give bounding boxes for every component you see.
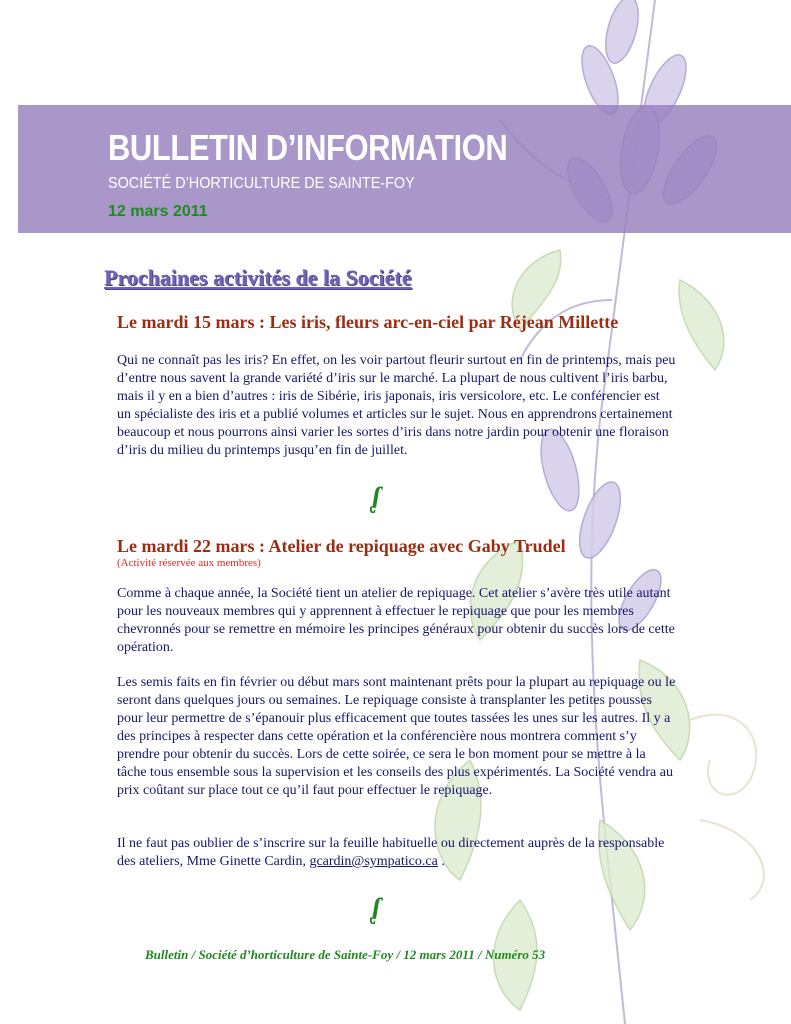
ornament-divider-bottom: ᶘ [371,892,381,925]
society-name: SOCIÉTÉ D’HORTICULTURE DE SAINTE-FOY [108,175,415,192]
bulletin-date: 12 mars 2011 [108,203,208,220]
signup-text: Il ne faut pas oublier de s’inscrire sur la feuille habituelle ou directement auprès de la responsable des ateliers, Mme Ginette Cardin, [117,836,665,869]
signup-end: . [437,854,445,869]
event-description-repiquage: Comme à chaque année, la Société tient un atelier de repiquage. Cet atelier s’avère très utile autant pour les nouveaux membres qui y apprennent à effectuer le repiquage que pour les membres chevronnés pour se remettre en mémoire les principes généraux pour obtenir du succès lors de cette opération. [117,586,675,655]
event-heading-repiquage: Le mardi 22 mars : Atelier de repiquage avec Gaby Trudel [117,536,566,556]
event-heading-iris: Le mardi 15 mars : Les iris, fleurs arc-en-ciel par Réjean Millette [117,312,619,332]
bulletin-title: BULLETIN D’INFORMATION [108,127,508,168]
email-link[interactable]: gcardin@sympatico.ca [309,854,438,869]
section-title: Prochaines activités de la Société [104,265,412,290]
signup-paragraph [117,835,677,871]
members-only-note: (Activité réservée aux membres) [117,557,261,569]
footer-text: Bulletin / Société d’horticulture de Sainte-Foy / 12 mars 2011 / Numéro 53 [145,947,546,962]
ornament-divider: ᶘ [371,481,381,514]
event-details-repiquage: Les semis faits en fin février ou début mars sont maintenant prêts pour la plupart au repiquage ou le seront dans quelques jours ou semaines. Le repiquage consiste à transplanter les petites pousses pour leur permettre de s’épanouir plus efficacement que toutes tassées les unes sur les autres. Il y a des principes à respecter dans cette opération et la conférencière nous montrera comment s’y prendre pour obtenir du succès. Lors de cette soirée, ce sera le bon moment pour se mettre à la tâche tous ensemble sous la supervision et les conseils des plus expérimentés. La Société vendra au prix coûtant sur place tout ce qu’il faut pour effectuer le repiquage. [117,675,676,798]
event-description-iris: Qui ne connaît pas les iris? En effet, on les voir partout fleurir surtout en fin de printemps, mais peu d’entre nous savent la grande variété d’iris sur le marché. La plupart de nous cultivent l’iris barbu, mais il y en a bien d’autres : iris de Sibérie, iris japonais, iris versicolore, etc. Le conférencier est un spécialiste des iris et a publié volumes et articles sur le sujet. Nous en apprendrons certainement beaucoup et nous pourrons ainsi varier les sortes d’iris dans notre jardin pour obtenir une floraison d’iris du milieu du printemps jusqu’en fin de juillet. [117,353,676,458]
